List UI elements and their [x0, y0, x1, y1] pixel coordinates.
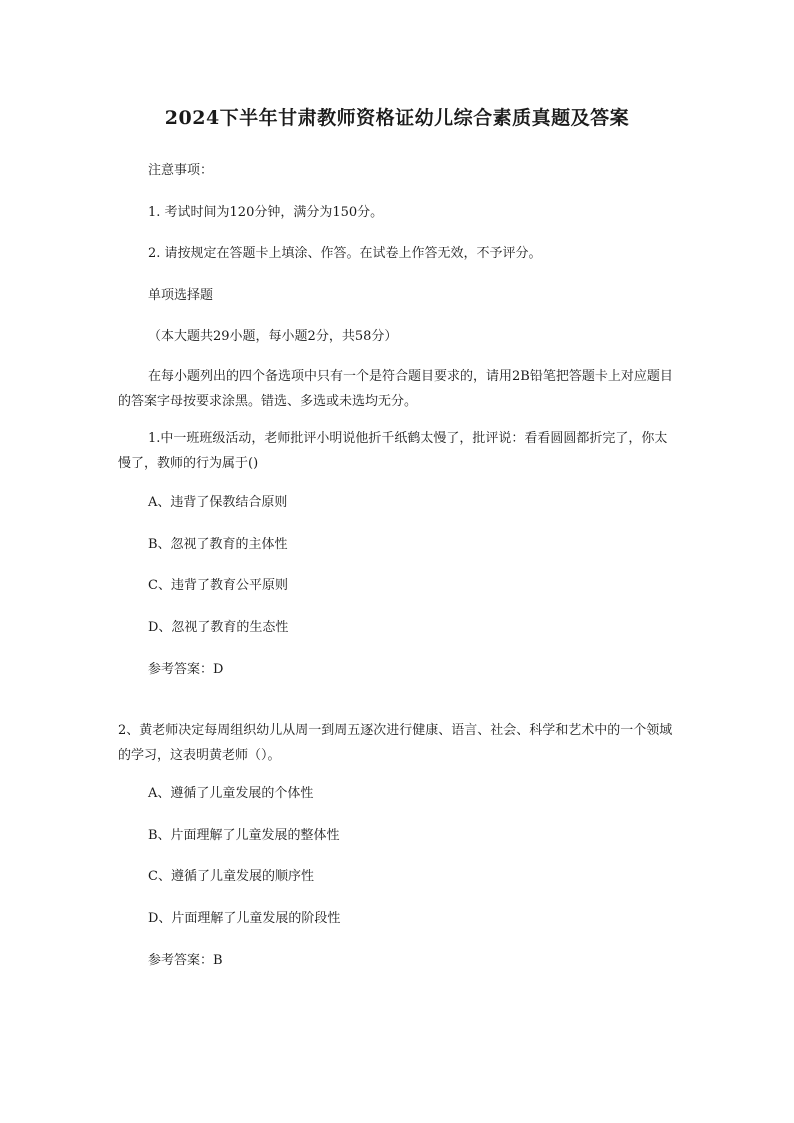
question-option: A、违背了保教结合原则 [148, 495, 288, 510]
question-option: B、忽视了教育的主体性 [148, 537, 288, 552]
notice-item: 2. 请按规定在答题卡上填涂、作答。在试卷上作答无效，不予评分。 [148, 246, 542, 261]
section-heading: 单项选择题 [148, 288, 214, 303]
question-option: D、忽视了教育的生态性 [148, 620, 289, 635]
question-stem: 2、黄老师决定每周组织幼儿从周一到周五逐次进行健康、语言、社会、科学和艺术中的一个领域的学习，这表明黄老师（）。 [118, 723, 673, 763]
question-option: D、片面理解了儿童发展的阶段性 [148, 911, 341, 926]
question-stem: 1.中一班班级活动，老师批评小明说他折千纸鹤太慢了，批评说：看看圆圆都折完了，你太慢了，教师的行为属于() [118, 431, 668, 471]
question-option: C、遵循了儿童发展的顺序性 [148, 869, 314, 884]
notice-heading: 注意事项： [148, 163, 214, 178]
section-meta: （本大题共29小题，每小题2分，共58分） [148, 329, 398, 344]
notice-item: 1. 考试时间为120分钟，满分为150分。 [148, 205, 384, 220]
answer-key: 参考答案：B [148, 953, 223, 968]
answer-key: 参考答案：D [148, 662, 224, 677]
question-option: C、违背了教育公平原则 [148, 578, 288, 593]
question-option: B、片面理解了儿童发展的整体性 [148, 828, 340, 843]
document-title: 2024下半年甘肃教师资格证幼儿综合素质真题及答案 [164, 107, 630, 129]
section-instruction: 在每小题列出的四个备选项中只有一个是符合题目要求的，请用2B铅笔把答题卡上对应题目的答案字母按要求涂黑。错选、多选或未选均无分。 [118, 369, 673, 409]
question-option: A、遵循了儿童发展的个体性 [148, 786, 314, 801]
